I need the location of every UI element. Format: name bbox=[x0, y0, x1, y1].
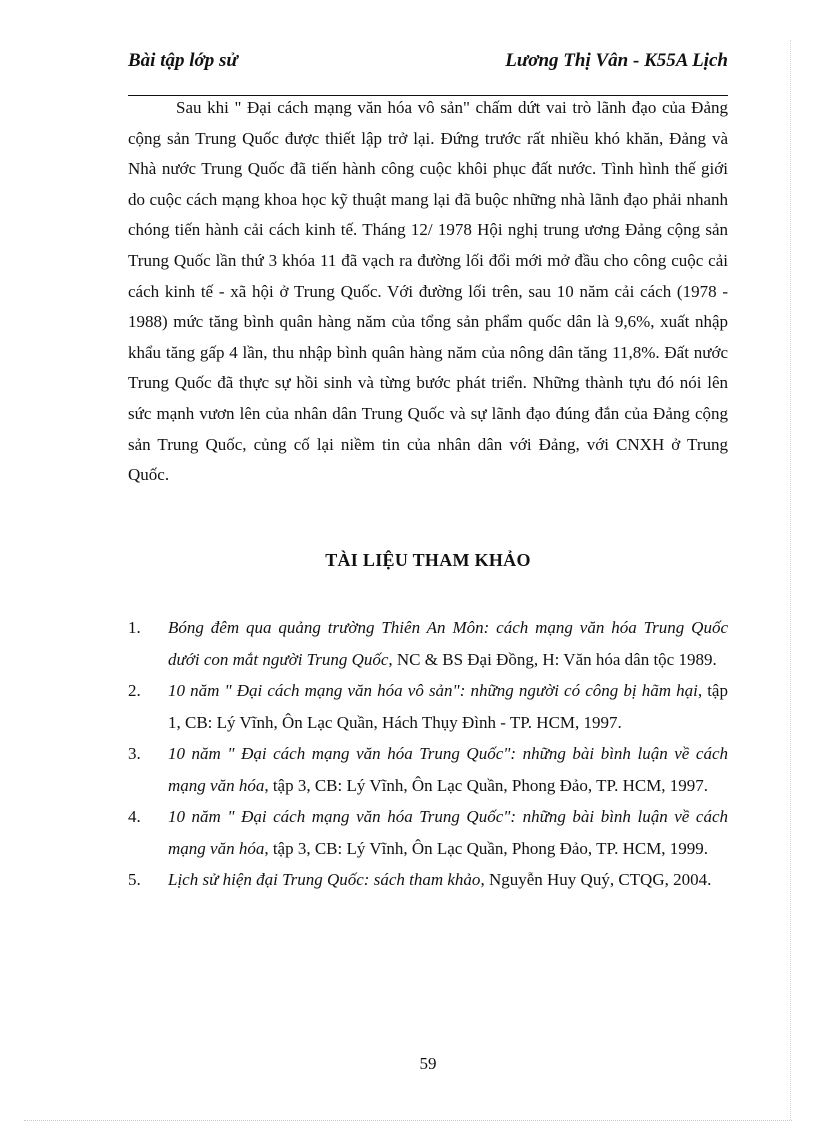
page-right-border bbox=[790, 40, 791, 1120]
reference-title: 10 năm " Đại cách mạng văn hóa Trung Quốc": những bài bình luận về cách mạng văn hóa bbox=[168, 744, 728, 795]
reference-details: , tập 3, CB: Lý Vĩnh, Ôn Lạc Quần, Phong Đảo, TP. HCM, 1997. bbox=[264, 775, 709, 795]
reference-number: 4. bbox=[128, 807, 141, 826]
reference-details: , Nguyễn Huy Quý, CTQG, 2004. bbox=[480, 870, 712, 889]
header-course-title: Bài tập lớp sử bbox=[128, 50, 238, 71]
reference-item bbox=[128, 801, 728, 864]
references-heading: TÀI LIỆU THAM KHẢO bbox=[325, 550, 531, 570]
reference-number: 2. bbox=[128, 681, 141, 700]
reference-item bbox=[128, 675, 728, 738]
body-paragraph: Sau khi " Đại cách mạng văn hóa vô sản" chấm dứt vai trò lãnh đạo của Đảng cộng sản Trung Quốc được thiết lập trở lại. Đứng trước rất nhiều khó khăn, Đảng và Nhà nước Trung Quốc đã tiến hành công cuộc khôi phục đất nước. Tình hình thế giới do cuộc cách mạng khoa học kỹ thuật mang lại đã buộc những nhà lãnh đạo phải nhanh chóng tiến hành cải cách kinh tế. Tháng 12/ 1978 Hội nghị trung ương Đảng cộng sản Trung Quốc lần thứ 3 khóa 11 đã vạch ra đường lối đổi mới mở đầu cho công cuộc cải cách kinh tế - xã hội ở Trung Quốc. Với đường lối trên, sau 10 năm cải cách (1978 - 1988) mức tăng bình quân hàng năm của tổng sản phẩm quốc dân là 9,6%, xuất nhập khẩu tăng gấp 4 lần, thu nhập bình quân hàng năm của nông dân tăng 11,8%. Đất nước Trung Quốc đã thực sự hồi sinh và từng bước phát triển. Những thành tựu đó nói lên sức mạnh vươn lên của nhân dân Trung Quốc và sự lãnh đạo đúng đắn của Đảng cộng sản Trung Quốc, củng cố lại niềm tin của nhân dân với Đảng, với CNXH ở Trung Quốc. bbox=[128, 98, 728, 485]
reference-item bbox=[128, 864, 728, 896]
header-author: Lương Thị Vân - K55A Lịch bbox=[505, 50, 728, 71]
reference-title: 10 năm " Đại cách mạng văn hóa vô sản": những người có công bị hãm hại bbox=[168, 681, 698, 700]
reference-title: Bóng đêm qua quảng trường Thiên An Môn: cách mạng văn hóa Trung Quốc dưới con mắt người Trung Quốc bbox=[168, 618, 728, 669]
references-list bbox=[128, 612, 728, 896]
reference-item bbox=[128, 612, 728, 675]
reference-details: , tập 3, CB: Lý Vĩnh, Ôn Lạc Quần, Phong Đảo, TP. HCM, 1999. bbox=[264, 838, 709, 858]
reference-details: , tập 1, CB: Lý Vĩnh, Ôn Lạc Quần, Hách Thụy Đình - TP. HCM, 1997. bbox=[168, 681, 728, 732]
reference-item bbox=[128, 738, 728, 801]
reference-number: 1. bbox=[128, 618, 141, 637]
page-bottom-border bbox=[24, 1120, 792, 1121]
reference-number: 5. bbox=[128, 870, 141, 889]
reference-title: 10 năm " Đại cách mạng văn hóa Trung Quốc": những bài bình luận về cách mạng văn hóa bbox=[168, 807, 728, 858]
reference-details: , NC & BS Đại Đồng, H: Văn hóa dân tộc 1989. bbox=[388, 649, 717, 669]
reference-number: 3. bbox=[128, 744, 141, 763]
reference-title: Lịch sử hiện đại Trung Quốc: sách tham khảo bbox=[168, 870, 481, 889]
page-number: 59 bbox=[419, 1054, 437, 1073]
